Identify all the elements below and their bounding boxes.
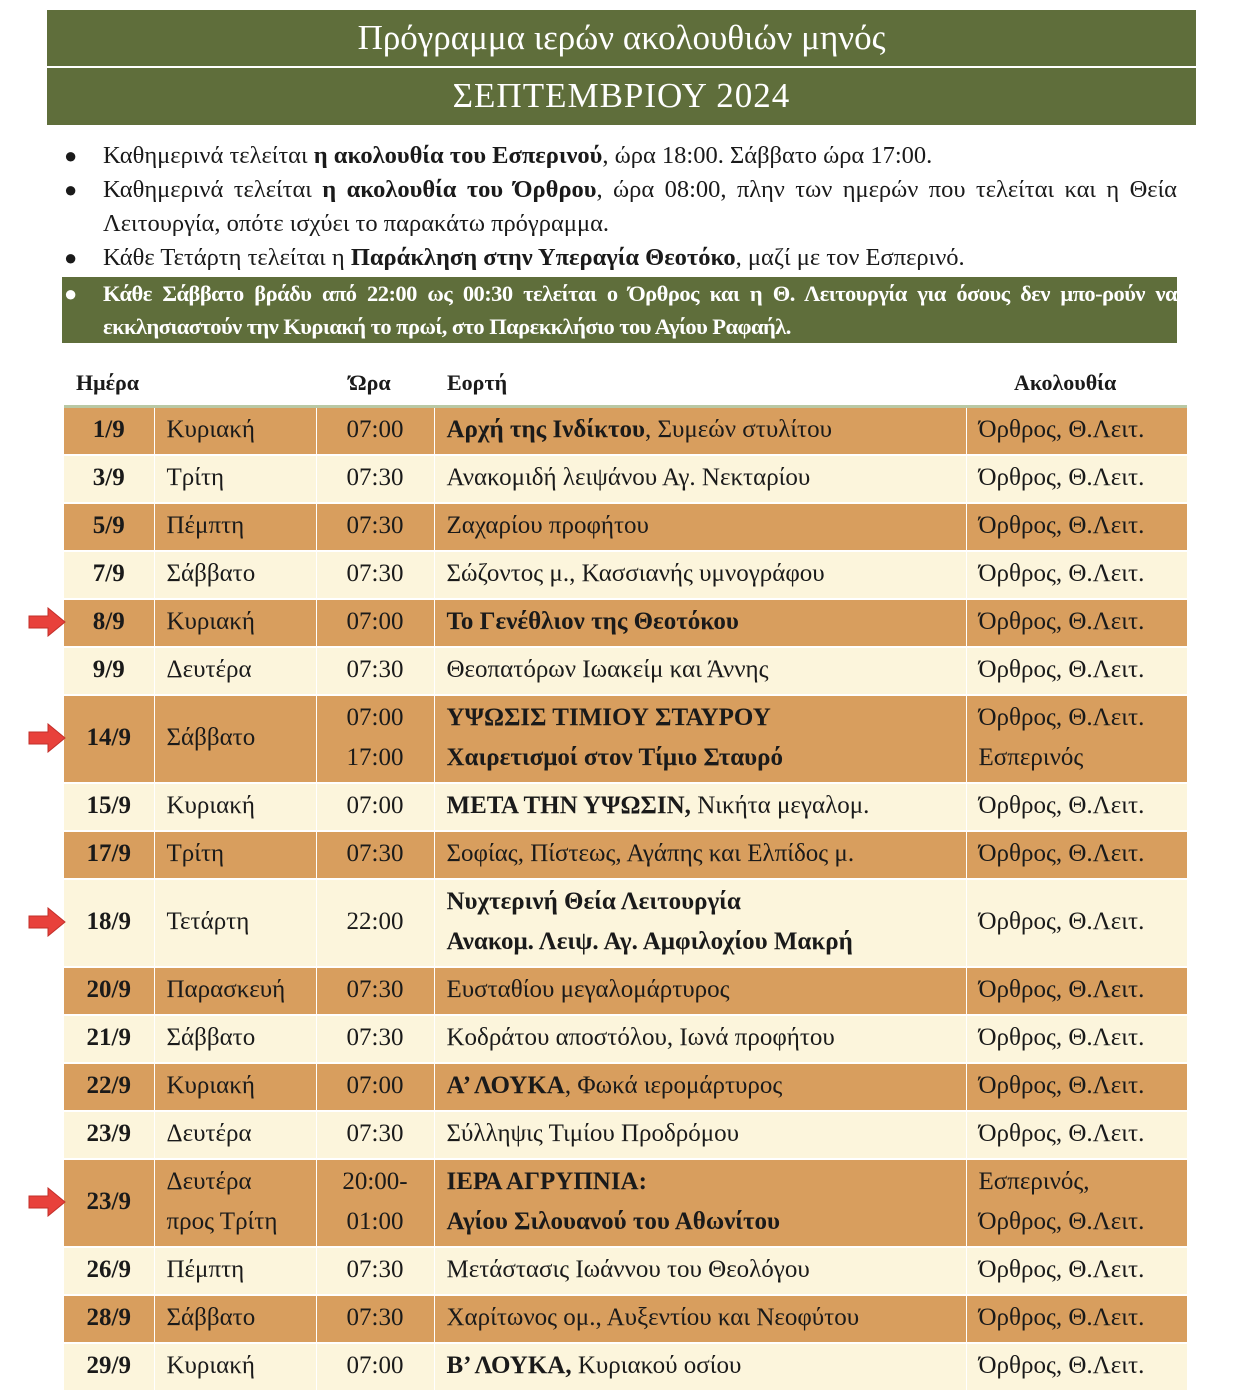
table-row — [64, 879, 1187, 967]
cell-time: 07:30 — [316, 455, 434, 503]
cell-service: Όρθρος, Θ.Λειτ. — [966, 1015, 1187, 1063]
cell-feast: Θεοπατόρων Ιωακείμ και Άννης — [434, 647, 966, 695]
cell-feast: Σοφίας, Πίστεως, Αγάπης και Ελπίδος μ. — [434, 831, 966, 879]
cell-date: 3/9 — [64, 455, 154, 503]
cell-day: Κυριακή — [154, 1063, 316, 1111]
table-row — [64, 407, 1187, 456]
cell-service: Όρθρος, Θ.Λειτ. — [966, 967, 1187, 1015]
table-row — [64, 1343, 1187, 1391]
cell-service: Όρθρος, Θ.Λειτ. — [966, 831, 1187, 879]
cell-day: Σάββατο — [154, 695, 316, 783]
cell-day: Δευτέρα — [154, 647, 316, 695]
col-head-feast: Εορτή — [447, 370, 508, 395]
cell-day: Κυριακή — [154, 599, 316, 647]
table-row — [64, 1247, 1187, 1295]
cell-time: 22:00 — [316, 879, 434, 967]
cell-service: Όρθρος, Θ.Λειτ. — [966, 1063, 1187, 1111]
table-row — [64, 455, 1187, 503]
cell-service: Όρθρος, Θ.Λειτ. — [966, 1343, 1187, 1391]
cell-service: Όρθρος, Θ.Λειτ. — [966, 1295, 1187, 1343]
cell-feast: Κοδράτου αποστόλου, Ιωνά προφήτου — [434, 1015, 966, 1063]
cell-date: 8/9 — [64, 599, 154, 647]
cell-feast: Α’ ΛΟΥΚΑ, Φωκά ιερομάρτυρος — [434, 1063, 966, 1111]
cell-date: 23/9 — [64, 1159, 154, 1247]
cell-time: 07:00 17:00 — [316, 695, 434, 783]
cell-feast: Αρχή της Ινδίκτου, Συμεών στυλίτου — [434, 407, 966, 456]
cell-day: Τετάρτη — [154, 879, 316, 967]
cell-feast: ΥΨΩΣΙΣ ΤΙΜΙΟΥ ΣΤΑΥΡΟΥ Χαιρετισμοί στον Τίμιο Σταυρό — [434, 695, 966, 783]
month-title: ΣΕΠΤΕΜΒΡΙΟΥ 2024 — [452, 76, 791, 115]
cell-time: 07:30 — [316, 1111, 434, 1159]
notes-list — [62, 139, 1177, 343]
table-row — [64, 967, 1187, 1015]
cell-time: 07:00 — [316, 1063, 434, 1111]
cell-date: 14/9 — [64, 695, 154, 783]
schedule-table — [64, 405, 1187, 1392]
cell-service: Όρθρος, Θ.Λειτ. — [966, 599, 1187, 647]
cell-date: 22/9 — [64, 1063, 154, 1111]
cell-time: 07:30 — [316, 1247, 434, 1295]
table-row — [64, 503, 1187, 551]
cell-feast: Νυχτερινή Θεία Λειτουργία Ανακομ. Λειψ. Αγ. Αμφιλοχίου Μακρή — [434, 879, 966, 967]
cell-time: 07:00 — [316, 407, 434, 456]
cell-date: 7/9 — [64, 551, 154, 599]
note-item: ● Καθημερινά τελείται η ακολουθία του Εσπερινού, ώρα 18:00. Σάββατο ώρα 17:00. — [62, 139, 1177, 173]
table-row — [64, 1111, 1187, 1159]
table-row — [64, 1295, 1187, 1343]
table-row — [64, 551, 1187, 599]
cell-time: 07:00 — [316, 599, 434, 647]
bullet-icon: ● — [64, 245, 78, 270]
cell-day: Πέμπτη — [154, 503, 316, 551]
table-row — [64, 599, 1187, 647]
arrow-shape — [29, 608, 65, 636]
red-arrow-icon — [28, 907, 66, 937]
red-arrow-icon — [28, 1187, 66, 1217]
bullet-icon: ● — [64, 177, 78, 202]
column-headers — [62, 370, 1187, 402]
table-row — [64, 1015, 1187, 1063]
col-head-day: Ημέρα — [76, 370, 140, 395]
cell-service: Όρθρος, Θ.Λειτ. — [966, 647, 1187, 695]
cell-feast: Ζαχαρίου προφήτου — [434, 503, 966, 551]
table-row — [64, 783, 1187, 831]
cell-feast: Ανακομιδή λειψάνου Αγ. Νεκταρίου — [434, 455, 966, 503]
col-head-time: Ώρα — [349, 370, 391, 395]
cell-day: Κυριακή — [154, 407, 316, 456]
cell-date: 21/9 — [64, 1015, 154, 1063]
title-band — [47, 10, 1196, 66]
cell-service: Όρθρος, Θ.Λειτ. — [966, 783, 1187, 831]
cell-time: 07:30 — [316, 1295, 434, 1343]
cell-day: Σάββατο — [154, 551, 316, 599]
cell-feast: Χαρίτωνος ομ., Αυξεντίου και Νεοφύτου — [434, 1295, 966, 1343]
cell-day: Σάββατο — [154, 1015, 316, 1063]
cell-day: Τρίτη — [154, 455, 316, 503]
note-item: ● Κάθε Τετάρτη τελείται η Παράκληση στην Υπεραγία Θεοτόκο, μαζί με τον Εσπερινό. — [62, 241, 1177, 275]
cell-feast: Το Γενέθλιον της Θεοτόκου — [434, 599, 966, 647]
cell-feast: ΙΕΡΑ ΑΓΡΥΠΝΙΑ: Αγίου Σιλουανού του Αθωνίτου — [434, 1159, 966, 1247]
cell-service: Εσπερινός, Όρθρος, Θ.Λειτ. — [966, 1159, 1187, 1247]
cell-day: Πέμπτη — [154, 1247, 316, 1295]
cell-date: 9/9 — [64, 647, 154, 695]
cell-service: Όρθρος, Θ.Λειτ. — [966, 1247, 1187, 1295]
cell-service: Όρθρος, Θ.Λειτ. Εσπερινός — [966, 695, 1187, 783]
cell-date: 29/9 — [64, 1343, 154, 1391]
cell-feast: ΜΕΤΑ ΤΗΝ ΥΨΩΣΙΝ, Νικήτα μεγαλομ. — [434, 783, 966, 831]
cell-feast: Σώζοντος μ., Κασσιανής υμνογράφου — [434, 551, 966, 599]
cell-day: Κυριακή — [154, 783, 316, 831]
cell-service: Όρθρος, Θ.Λειτ. — [966, 407, 1187, 456]
cell-service: Όρθρος, Θ.Λειτ. — [966, 1111, 1187, 1159]
cell-day: Σάββατο — [154, 1295, 316, 1343]
cell-day: Παρασκευή — [154, 967, 316, 1015]
col-head-service: Ακολουθία — [1014, 370, 1117, 395]
schedule-body — [64, 407, 1187, 1392]
cell-time: 07:30 — [316, 831, 434, 879]
cell-feast: Ευσταθίου μεγαλομάρτυρος — [434, 967, 966, 1015]
cell-day: Δευτέρα προς Τρίτη — [154, 1159, 316, 1247]
bullet-icon: ● — [64, 143, 78, 168]
cell-time: 07:30 — [316, 503, 434, 551]
page-title: Πρόγραμμα ιερών ακολουθιών μηνός — [357, 18, 886, 57]
bullet-icon: ● — [64, 281, 77, 306]
month-band — [47, 68, 1196, 125]
cell-date: 15/9 — [64, 783, 154, 831]
table-row — [64, 1159, 1187, 1247]
cell-date: 20/9 — [64, 967, 154, 1015]
table-row — [64, 695, 1187, 783]
cell-date: 28/9 — [64, 1295, 154, 1343]
note-item: ● Καθημερινά τελείται η ακολουθία του Όρθρου, ώρα 08:00, πλην των ημερών που τελείται και η Θεία Λειτουργία, οπότε ισχύει το παρακάτω πρόγραμμα. — [62, 173, 1177, 241]
cell-time: 07:00 — [316, 783, 434, 831]
note-item-highlight: ● Κάθε Σάββατο βράδυ από 22:00 ως 00:30 τελείται ο Όρθρος και η Θ. Λειτουργία για όσους δεν μπο-ρούν να εκκλησιαστούν την Κυριακή το πρωί, στο Παρεκκλήσιο του Αγίου Ραφαήλ. — [62, 277, 1177, 343]
arrow-shape — [29, 724, 65, 752]
table-row — [64, 831, 1187, 879]
cell-time: 07:30 — [316, 647, 434, 695]
cell-time: 20:00- 01:00 — [316, 1159, 434, 1247]
cell-day: Κυριακή — [154, 1343, 316, 1391]
cell-service: Όρθρος, Θ.Λειτ. — [966, 551, 1187, 599]
cell-day: Δευτέρα — [154, 1111, 316, 1159]
red-arrow-icon — [28, 607, 66, 637]
cell-feast: Β’ ΛΟΥΚΑ, Κυριακού οσίου — [434, 1343, 966, 1391]
cell-time: 07:30 — [316, 1015, 434, 1063]
arrow-shape — [29, 908, 65, 936]
cell-service: Όρθρος, Θ.Λειτ. — [966, 455, 1187, 503]
cell-time: 07:00 — [316, 1343, 434, 1391]
cell-date: 17/9 — [64, 831, 154, 879]
cell-time: 07:30 — [316, 551, 434, 599]
cell-date: 1/9 — [64, 407, 154, 456]
header — [47, 10, 1196, 125]
cell-date: 5/9 — [64, 503, 154, 551]
cell-feast: Μετάστασις Ιωάννου του Θεολόγου — [434, 1247, 966, 1295]
cell-time: 07:30 — [316, 967, 434, 1015]
table-row — [64, 647, 1187, 695]
red-arrow-icon — [28, 723, 66, 753]
cell-service: Όρθρος, Θ.Λειτ. — [966, 503, 1187, 551]
cell-feast: Σύλληψις Τιμίου Προδρόμου — [434, 1111, 966, 1159]
arrow-shape — [29, 1188, 65, 1216]
cell-date: 23/9 — [64, 1111, 154, 1159]
cell-date: 26/9 — [64, 1247, 154, 1295]
table-row — [64, 1063, 1187, 1111]
cell-date: 18/9 — [64, 879, 154, 967]
cell-service: Όρθρος, Θ.Λειτ. — [966, 879, 1187, 967]
cell-day: Τρίτη — [154, 831, 316, 879]
